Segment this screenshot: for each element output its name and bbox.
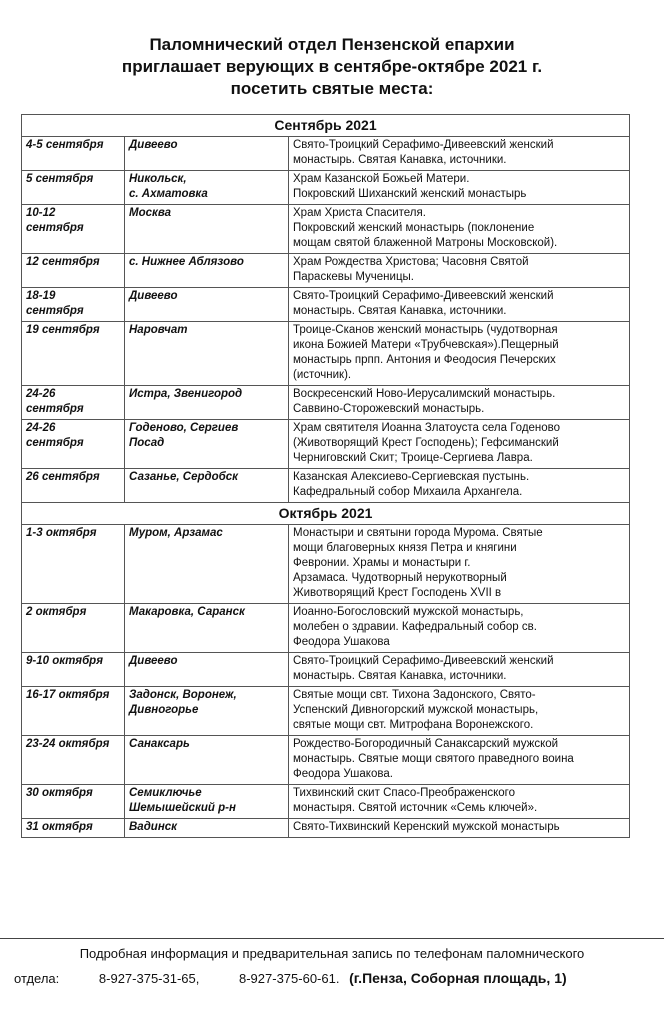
schedule-row xyxy=(22,785,630,819)
trip-place xyxy=(125,736,289,785)
trip-place-line: Сазанье, Сердобск xyxy=(129,471,239,483)
trip-place xyxy=(125,420,289,469)
phone-number-2: 8-927-375-60-61. xyxy=(239,971,340,986)
trip-description xyxy=(289,137,630,171)
trip-date-line: 2 октября xyxy=(26,606,87,618)
trip-description-line: Покровский Шиханский женский монастырь xyxy=(293,188,527,200)
trip-place xyxy=(125,819,289,838)
trip-date-line: сентября xyxy=(26,222,84,234)
trip-place xyxy=(125,322,289,386)
schedule-row xyxy=(22,288,630,322)
trip-place-line: Макаровка, Саранск xyxy=(129,606,245,618)
trip-description-line: монастырь. Святая Канавка, источники. xyxy=(293,670,507,682)
pilgrimage-schedule-table xyxy=(21,114,630,838)
schedule-row xyxy=(22,736,630,785)
trip-date xyxy=(22,604,125,653)
trip-description-line: Свято-Тихвинский Керенский мужской монастырь xyxy=(293,821,560,833)
trip-date xyxy=(22,322,125,386)
trip-description xyxy=(289,736,630,785)
trip-description xyxy=(289,687,630,736)
trip-description-line: Покровский женский монастырь (поклонение xyxy=(293,222,535,234)
trip-place xyxy=(125,137,289,171)
month-header-row xyxy=(22,503,630,525)
trip-description xyxy=(289,322,630,386)
trip-date-line: 10-12 xyxy=(26,207,56,219)
trip-date-line: 24-26 xyxy=(26,422,56,434)
trip-place-line: Шемышейский р-н xyxy=(129,802,236,814)
trip-description-line: Храм Рождества Христова; Часовня Святой xyxy=(293,256,529,268)
trip-date-line: 5 сентября xyxy=(26,173,94,185)
trip-place-line: Годеново, Сергиев xyxy=(129,422,239,434)
trip-place xyxy=(125,687,289,736)
trip-date xyxy=(22,736,125,785)
trip-description xyxy=(289,785,630,819)
trip-description-line: монастырь. Святые мощи святого праведного воина xyxy=(293,753,574,765)
trip-place-line: Дивеево xyxy=(129,290,178,302)
trip-place-line: Семиключье xyxy=(129,787,202,799)
trip-date xyxy=(22,137,125,171)
trip-date xyxy=(22,687,125,736)
trip-place-line: Дивеево xyxy=(129,139,178,151)
trip-date xyxy=(22,819,125,838)
trip-description xyxy=(289,420,630,469)
trip-description-line: Воскресенский Ново-Иерусалимский монастырь. xyxy=(293,388,556,400)
trip-date-line: 19 сентября xyxy=(26,324,100,336)
trip-description-line: Арзамаса. Чудотворный нерукотворный xyxy=(293,572,507,584)
schedule-row xyxy=(22,322,630,386)
trip-place xyxy=(125,653,289,687)
footer-contacts xyxy=(0,969,664,988)
trip-description-line: Черниговский Скит; Троице-Сергиева Лавра. xyxy=(293,452,533,464)
trip-description-line: Февронии. Храмы и монастыри г. xyxy=(293,557,471,569)
header-line-3: посетить святые места: xyxy=(230,79,434,98)
header-line-2: приглашает верующих в сентябре-октябре 2021 г. xyxy=(121,57,543,76)
trip-place-line: Муром, Арзамас xyxy=(129,527,223,539)
trip-description-line: Саввино-Сторожевский монастырь. xyxy=(293,403,485,415)
trip-description xyxy=(289,819,630,838)
trip-date-line: сентября xyxy=(26,437,84,449)
month-header-row xyxy=(22,115,630,137)
footer-info-text: Подробная информация и предварительная запись по телефонам паломнического xyxy=(79,946,585,961)
trip-place xyxy=(125,171,289,205)
trip-date xyxy=(22,653,125,687)
month-title: Сентябрь 2021 xyxy=(22,115,630,137)
trip-place xyxy=(125,604,289,653)
trip-place xyxy=(125,205,289,254)
trip-description-line: Казанская Алексиево-Сергиевская пустынь. xyxy=(293,471,530,483)
trip-date-line: сентября xyxy=(26,305,84,317)
trip-place xyxy=(125,525,289,604)
schedule-row xyxy=(22,254,630,288)
trip-place-line: Вадинск xyxy=(129,821,178,833)
contact-footer xyxy=(0,938,664,988)
trip-description xyxy=(289,288,630,322)
trip-place-line: с. Нижнее Аблязово xyxy=(129,256,244,268)
trip-description-line: Кафедральный собор Михаила Архангела. xyxy=(293,486,523,498)
trip-date-line: 16-17 октября xyxy=(26,689,110,701)
trip-place xyxy=(125,469,289,503)
trip-date-line: сентября xyxy=(26,403,84,415)
trip-description-line: икона Божией Матери «Трубчевская»).Пещерный xyxy=(293,339,559,351)
trip-date-line: 30 октября xyxy=(26,787,93,799)
trip-description-line: Храм святителя Иоанна Златоуста села Годеново xyxy=(293,422,561,434)
schedule-row xyxy=(22,469,630,503)
schedule-row xyxy=(22,653,630,687)
trip-place-line: Дивногорье xyxy=(129,704,199,716)
trip-date-line: 18-19 xyxy=(26,290,56,302)
trip-date-line: 26 сентября xyxy=(26,471,100,483)
trip-description-line: (источник). xyxy=(293,369,352,381)
trip-description xyxy=(289,171,630,205)
trip-place-line: Дивеево xyxy=(129,655,178,667)
trip-date-line: 1-3 октября xyxy=(26,527,97,539)
trip-description xyxy=(289,653,630,687)
trip-description xyxy=(289,525,630,604)
trip-description-line: Монастыри и святыни города Мурома. Святые xyxy=(293,527,543,539)
trip-date xyxy=(22,254,125,288)
schedule-row xyxy=(22,525,630,604)
trip-description-line: монастыря. Святой источник «Семь ключей». xyxy=(293,802,538,814)
trip-description-line: Успенский Дивногорский мужской монастырь, xyxy=(293,704,539,716)
page-header xyxy=(0,34,664,100)
trip-date-line: 24-26 xyxy=(26,388,56,400)
trip-description-line: Параскевы Мученицы. xyxy=(293,271,414,283)
trip-place xyxy=(125,288,289,322)
trip-description-line: монастырь прпп. Антония и Феодосия Печерских xyxy=(293,354,556,366)
trip-description-line: Тихвинский скит Спасо-Преображенского xyxy=(293,787,516,799)
schedule-row xyxy=(22,137,630,171)
trip-date xyxy=(22,171,125,205)
trip-description xyxy=(289,386,630,420)
trip-place xyxy=(125,785,289,819)
trip-place-line: Посад xyxy=(129,437,165,449)
trip-date xyxy=(22,386,125,420)
trip-place xyxy=(125,386,289,420)
phone-number-1: 8-927-375-31-65, xyxy=(98,971,200,986)
trip-date xyxy=(22,469,125,503)
trip-date-line: 23-24 октября xyxy=(26,738,110,750)
schedule-body xyxy=(22,115,630,838)
trip-description-line: молебен о здравии. Кафедральный собор св. xyxy=(293,621,537,633)
trip-place xyxy=(125,254,289,288)
trip-description-line: Феодора Ушакова xyxy=(293,636,390,648)
schedule-row xyxy=(22,420,630,469)
trip-description-line: Свято-Троицкий Серафимо-Дивеевский женский xyxy=(293,290,554,302)
trip-description-line: Свято-Троицкий Серафимо-Дивеевский женский xyxy=(293,139,554,151)
trip-description-line: Феодора Ушакова. xyxy=(293,768,393,780)
address: (г.Пенза, Соборная площадь, 1) xyxy=(349,970,567,986)
trip-date-line: 31 октября xyxy=(26,821,93,833)
trip-place-line: Санаксарь xyxy=(129,738,190,750)
trip-description xyxy=(289,604,630,653)
trip-description xyxy=(289,469,630,503)
trip-description-line: мощи благоверных князя Петра и княгини xyxy=(293,542,517,554)
trip-description xyxy=(289,205,630,254)
schedule-row xyxy=(22,687,630,736)
trip-date xyxy=(22,205,125,254)
trip-date-line: 4-5 сентября xyxy=(26,139,104,151)
trip-description-line: Животворящий Крест Господень XVII в xyxy=(293,587,502,599)
trip-date xyxy=(22,785,125,819)
trip-description-line: Свято-Троицкий Серафимо-Дивеевский женский xyxy=(293,655,554,667)
trip-description-line: (Животворящий Крест Господень); Гефсиманский xyxy=(293,437,559,449)
trip-date xyxy=(22,288,125,322)
trip-place-line: Истра, Звенигород xyxy=(129,388,243,400)
trip-description-line: святые мощи свт. Митрофана Воронежского. xyxy=(293,719,534,731)
trip-place-line: Задонск, Воронеж, xyxy=(129,689,237,701)
schedule-row xyxy=(22,386,630,420)
schedule-row xyxy=(22,205,630,254)
trip-date xyxy=(22,420,125,469)
trip-date xyxy=(22,525,125,604)
trip-description-line: монастырь. Святая Канавка, источники. xyxy=(293,154,507,166)
trip-description-line: Храм Христа Спасителя. xyxy=(293,207,426,219)
footer-label: отдела: xyxy=(14,971,60,986)
header-line-1: Паломнический отдел Пензенской епархии xyxy=(149,35,515,54)
trip-description-line: Рождество-Богородичный Санаксарский мужской xyxy=(293,738,559,750)
trip-place-line: Москва xyxy=(129,207,172,219)
trip-date-line: 12 сентября xyxy=(26,256,100,268)
trip-description-line: Святые мощи свт. Тихона Задонского, Свято- xyxy=(293,689,536,701)
schedule-row xyxy=(22,604,630,653)
month-title: Октябрь 2021 xyxy=(22,503,630,525)
trip-description-line: мощам святой блаженной Матроны Московской). xyxy=(293,237,558,249)
trip-description xyxy=(289,254,630,288)
trip-date-line: 9-10 октября xyxy=(26,655,103,667)
trip-place-line: Наровчат xyxy=(129,324,188,336)
trip-place-line: Никольск, xyxy=(129,173,187,185)
trip-place-line: с. Ахматовка xyxy=(129,188,208,200)
trip-description-line: Иоанно-Богословский мужской монастырь, xyxy=(293,606,524,618)
trip-description-line: монастырь. Святая Канавка, источники. xyxy=(293,305,507,317)
trip-description-line: Троице-Сканов женский монастырь (чудотворная xyxy=(293,324,558,336)
schedule-row xyxy=(22,819,630,838)
schedule-row xyxy=(22,171,630,205)
trip-description-line: Храм Казанской Божьей Матери. xyxy=(293,173,470,185)
